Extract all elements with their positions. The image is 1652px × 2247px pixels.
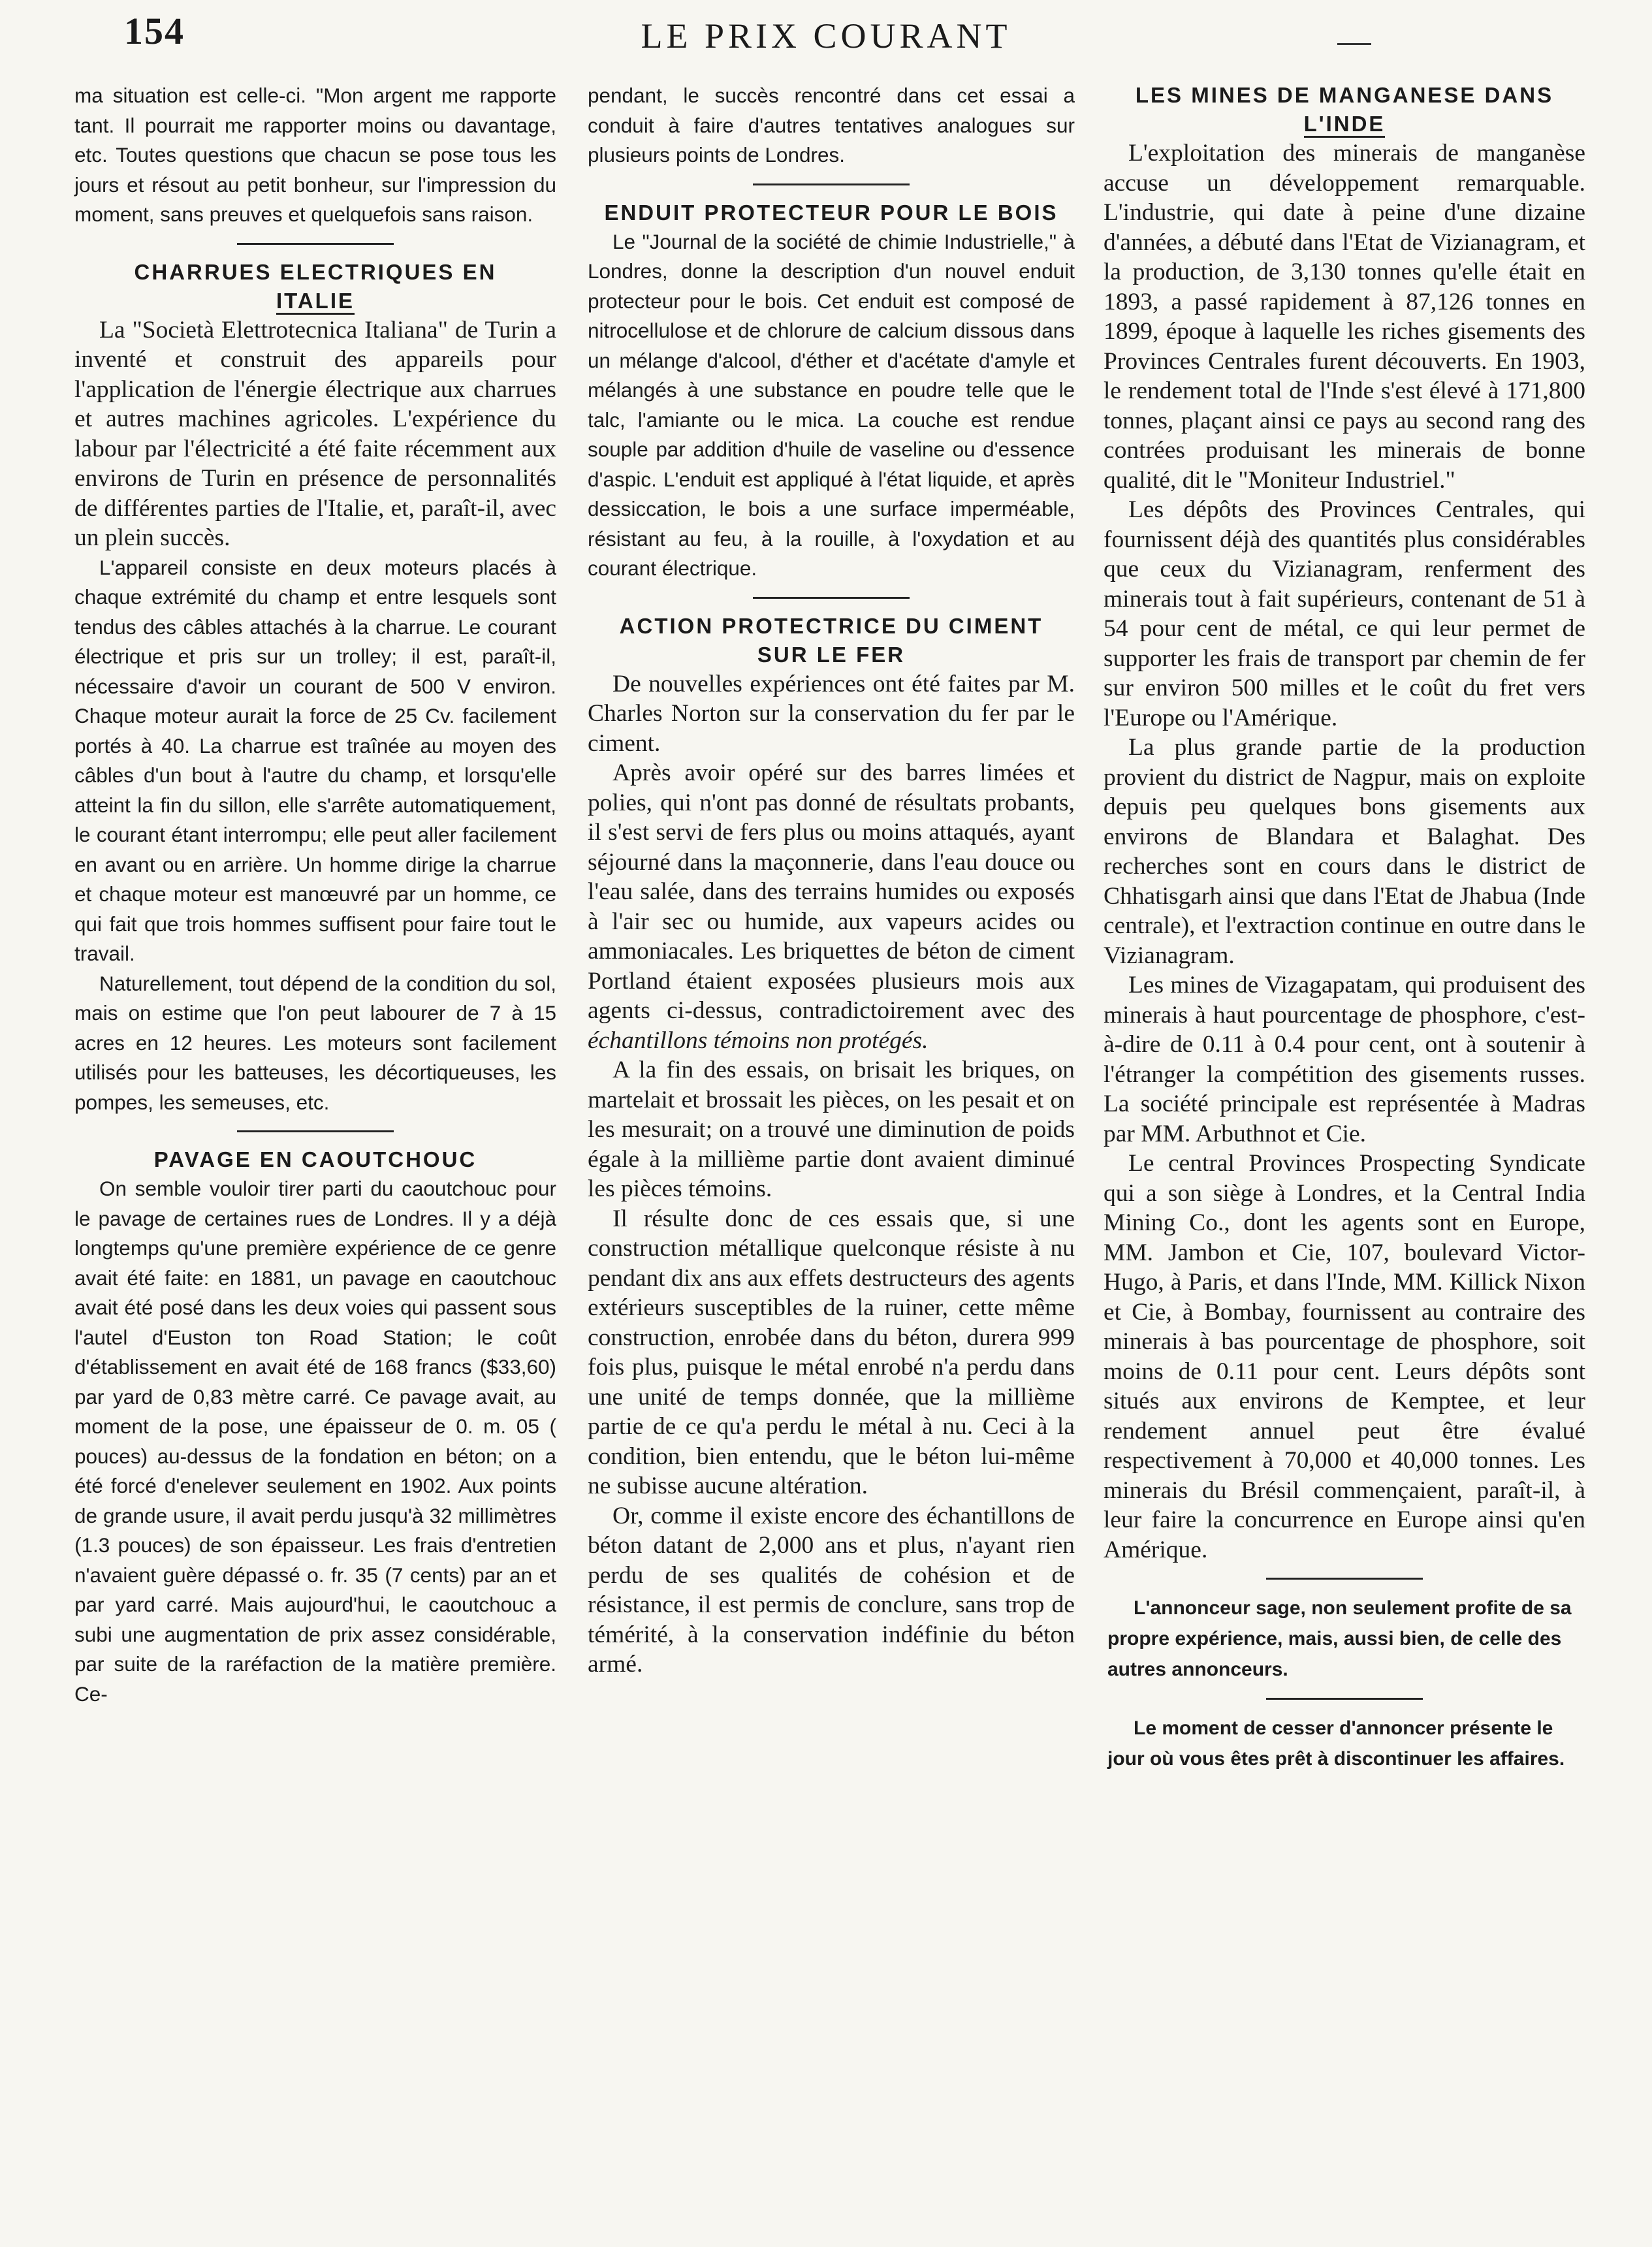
section-divider bbox=[753, 183, 910, 185]
paragraph: L'appareil consiste en deux moteurs placés à chaque extrémité du champ et entre lesquels sont tendus des câbles attachés à la charrue. Le courant électrique et pris sur un trolley; il est, paraît-il, nécessaire d'avoir un courant de 500 V environ. Chaque moteur aurait la force de 25 Cv. facilement portés à 40. La charrue est traînée au moyen des câbles d'un bout à l'autre du champ, et lorsqu'elle atteint la fin du sillon, elle s'arrête automatiquement, le courant étant interrompu; elle peut aller facilement en avant ou en arrière. Un homme dirige la charrue et chaque moteur est manœuvré par un homme, ce qui fait que trois hommes suffisent pour faire tout le travail. bbox=[74, 555, 556, 965]
section-divider bbox=[1266, 1698, 1423, 1700]
column-3 bbox=[1104, 81, 1585, 1774]
paragraph: Les mines de Vizagapatam, qui produisent des minerais à haut pourcentage de phosphore, c'est-à-dire de 0.11 à 0.4 pour cent, ont à soutenir à l'étranger la compétition des gisements russes. La société principale est représentée à Madras par MM. Arbuthnot et Cie. bbox=[1104, 972, 1585, 1147]
article-title-pavage: PAVAGE EN CAOUTCHOUC bbox=[153, 1147, 477, 1171]
paragraph: A la fin des essais, on brisait les briques, on martelait et brossait les pièces, on les pesait et on les mesurait; on a trouvé une diminution de poids égale à la millième partie dont avaient diminué les pièces témoins. bbox=[588, 1057, 1075, 1202]
article-title-line: CHARRUES ELECTRIQUES EN bbox=[134, 259, 497, 284]
article-title-line: ITALIE bbox=[276, 289, 355, 315]
paragraph: On semble vouloir tirer parti du caoutchouc pour le pavage de certaines rues de Londres. Il y a déjà longtemps qu'une première expérience de ce genre avait été faite: en 1881, un pavage en caoutchouc avait été posé dans les deux voies qui passent sous l'autel d'Euston ton Road Station; le coût d'établissement en avait été de 168 francs ($33,60) par yard de 0,83 mètre carré. Ce pavage avait, au moment de la pose, une épaisseur de 0. m. 05 ( pouces) au-dessus de la fondation en béton; on a été forcé d'enelever seulement en 1902. Aux points de grande usure, il avait perdu jusqu'à 32 millimètres (1.3 pouces) de son épaisseur. Les frais d'entretien n'avaient guère dépassé o. fr. 35 (7 cents) par an et par yard carré. Mais aujourd'hui, le caoutchouc a subi une augmentation de prix assez considérable, par suite de la raréfaction de la matière première. Ce- bbox=[74, 1177, 556, 1706]
paragraph: La "Società Elettrotecnica Italiana" de Turin a inventé et construit des appareils pour l'application de l'énergie électrique aux charrues et autres machines agricoles. L'expérience du labour par l'électricité a été faite récemment aux environs de Turin en présence de personnalités de différentes parties de l'Italie, et, paraît-il, avec un plein succès. bbox=[74, 316, 556, 551]
article-title-line: L'INDE bbox=[1304, 112, 1386, 138]
article-title-charrues bbox=[74, 258, 556, 315]
section-divider bbox=[237, 243, 394, 245]
running-title: LE PRIX COURANT bbox=[641, 16, 1011, 56]
column-2 bbox=[588, 81, 1075, 1680]
paragraph: La plus grande partie de la production provient du district de Nagpur, mais on exploite depuis peu quelques bons gisements aux environs de Blandara et Balaghat. Des recherches sont en cours dans le district de Chhatisgarh ainsi que dans l'Etat de Jhabua (Inde centrale), et l'extraction continue en outre dans le Vizianagram. bbox=[1104, 734, 1585, 969]
paragraph: Or, comme il existe encore des échantillons de béton datant de 2,000 ans et plus, n'ayant rien perdu de ses qualités de cohésion et de résistance, il est permis de conclure, sans trop de témérité, à la conservation indéfinie du béton armé. bbox=[588, 1502, 1075, 1678]
paragraph-text: Après avoir opéré sur des barres limées et polies, qui n'ont pas donné de résultats probants, il s'est servi de fers plus ou moins attaqués, ayant séjourné dans la maçonnerie, dans l'eau douce ou l'eau salée, dans des terrains humides ou exposés à l'air sec ou humide, aux vapeurs acides ou ammoniacales. Les briquettes de béton de ciment Portland étaient exposées plusieurs mois aux agents ci-dessus, contradictoirement avec des bbox=[588, 759, 1075, 1024]
paragraph: Les dépôts des Provinces Centrales, qui fournissent déjà des quantités plus considérables que ceux du Vizianagram, renferment des minerais tout à fait supérieurs, contenant de 51 à 54 pour cent de métal, ce qui leur permet de supporter les frais de transport par chemin de fer sur environ 500 milles et le coût du fret vers l'Europe ou l'Amérique. bbox=[1104, 496, 1585, 731]
header-dash bbox=[1337, 43, 1371, 45]
paragraph: Il résulte donc de ces essais que, si une construction métallique quelconque résiste à nu pendant dix ans aux effets destructeurs des agents extérieurs susceptibles de la ruiner, cette même construction, enrobée dans du béton, durera 999 fois plus, puisque le métal enrobé n'a perdu dans une unité de temps donnée, que la millième partie de ce qu'a perdu le métal à nu. Ceci à la condition, bien entendu, que le béton lui-même ne subisse aucune altération. bbox=[588, 1205, 1075, 1499]
section-divider bbox=[753, 597, 910, 599]
continuation-text: ma situation est celle-ci. "Mon argent me rapporte tant. Il pourrait me rapporter moins ou davantage, etc. Toutes questions que chacun se pose tous les jours et résout au petit bonheur, sur l'impression du moment, sans preuves et quelquefois sans raison. bbox=[74, 84, 556, 226]
section-divider bbox=[237, 1130, 394, 1132]
paragraph: L'exploitation des minerais de manganèse accuse un développement remarquable. L'industrie, qui date à peine d'une dizaine d'années, a débuté dans l'Etat de Vizianagram, et la production, de 3,130 tonnes qu'elle était en 1893, a passé rapidement à 87,126 tonnes en 1899, époque à laquelle les riches gisements des Provinces Centrales furent découverts. En 1903, le rendement total de l'Inde s'est élevé à 171,800 tonnes, plaçant ainsi ce pays au second rang des contrées produisant les minerais de bonne qualité, dit le "Moniteur Industriel." bbox=[1104, 140, 1585, 494]
article-title-enduit: ENDUIT PROTECTEUR POUR LE BOIS bbox=[604, 200, 1058, 225]
advertising-maxim: L'annonceur sage, non seulement profite de sa propre expérience, mais, aussi bien, de celle des autres annonceurs. bbox=[1107, 1597, 1572, 1680]
column-1 bbox=[74, 81, 556, 1709]
advertising-maxim: Le moment de cesser d'annoncer présente le jour où vous êtes prêt à discontinuer les affaires. bbox=[1107, 1717, 1565, 1770]
continuation-text: pendant, le succès rencontré dans cet essai a conduit à faire d'autres tentatives analogues sur plusieurs points de Londres. bbox=[588, 84, 1075, 167]
paragraph: Le central Provinces Prospecting Syndicate qui a son siège à Londres, et la Central India Mining Co., dont les agents sont en Europe, MM. Jambon et Cie, 107, boulevard Victor-Hugo, à Paris, et dans l'Inde, MM. Killick Nixon et Cie, à Bombay, fournissent au contraire des minerais à bas pourcentage de phosphore, soit moins de 0.11 pour cent. Leurs dépôts sont situés aux environs de Kemptee, et leur rendement annuel peut être évalué respectivement à 70,000 et 40,000 tonnes. Les minerais du Brésil commençaient, paraît-il, à leur faire la concurrence en Europe ainsi qu'en Amérique. bbox=[1104, 1150, 1585, 1563]
paragraph: De nouvelles expériences ont été faites par M. Charles Norton sur la conservation du fer par le ciment. bbox=[588, 670, 1075, 757]
section-divider bbox=[1266, 1578, 1423, 1580]
article-title-line: SUR LE FER bbox=[757, 642, 906, 667]
article-title-manganese bbox=[1104, 81, 1585, 138]
article-title-line: ACTION PROTECTRICE DU CIMENT bbox=[619, 613, 1043, 638]
paragraph: Naturellement, tout dépend de la condition du sol, mais on estime que l'on peut labourer de 7 à 15 acres en 12 heures. Les moteurs sont facilement utilisés pour les batteuses, les décortiqueuses, les pompes, les semeuses, etc. bbox=[74, 971, 556, 1114]
italic-phrase: échantillons témoins non protégés. bbox=[588, 1027, 929, 1054]
paragraph bbox=[588, 758, 1075, 1055]
article-title-ciment bbox=[588, 612, 1075, 669]
article-title-line: LES MINES DE MANGANESE DANS bbox=[1135, 83, 1554, 107]
page-number: 154 bbox=[124, 10, 185, 52]
paragraph: Le "Journal de la société de chimie Industrielle," à Londres, donne la description d'un nouvel enduit protecteur pour le bois. Cet enduit est composé de nitrocellulose et de chlorure de calcium dissous dans un mélange d'alcool, d'éther et d'acétate d'amyle et mélangés à une substance en poudre telle que le talc, l'amiante ou le mica. La couche est rendue souple par addition d'huile de vaseline ou d'essence d'aspic. L'enduit est appliqué à l'état liquide, et après dessiccation, le bois a une surface imperméable, résistant au feu, à la rouille, à l'oxydation et au courant électrique. bbox=[588, 229, 1075, 580]
